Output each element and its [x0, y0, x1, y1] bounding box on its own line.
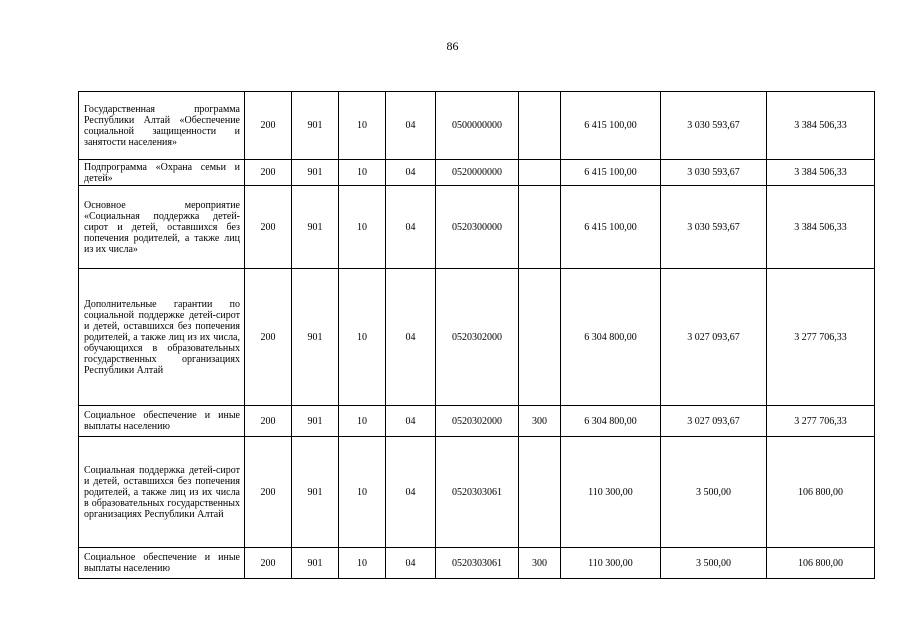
target-article-cell: 0500000000 [436, 92, 519, 160]
row-name-cell: Основное мероприятие «Социальная поддержка детей-сирот и детей, оставшихся без попечения родителей, а также лиц из их числа» [79, 186, 245, 269]
table-row [79, 92, 875, 160]
amount-cell: 3 030 593,67 [661, 92, 767, 160]
amount-cell: 3 030 593,67 [661, 160, 767, 186]
table-row [79, 406, 875, 437]
amount-cell: 106 800,00 [767, 437, 875, 548]
amount-cell: 110 300,00 [561, 548, 661, 579]
row-name-cell: Подпрограмма «Охрана семьи и детей» [79, 160, 245, 186]
amount-cell: 3 027 093,67 [661, 406, 767, 437]
subsection-cell: 04 [386, 406, 436, 437]
code-cell: 200 [245, 269, 292, 406]
amount-cell: 6 304 800,00 [561, 269, 661, 406]
row-name-cell: Социальное обеспечение и иные выплаты населению [79, 548, 245, 579]
ministry-code-cell: 901 [292, 406, 339, 437]
expense-type-cell [519, 269, 561, 406]
code-cell: 200 [245, 92, 292, 160]
section-cell: 10 [339, 406, 386, 437]
target-article-cell: 0520302000 [436, 269, 519, 406]
amount-cell: 3 027 093,67 [661, 269, 767, 406]
amount-cell: 3 030 593,67 [661, 186, 767, 269]
target-article-cell: 0520300000 [436, 186, 519, 269]
expense-type-cell [519, 92, 561, 160]
code-cell: 200 [245, 406, 292, 437]
subsection-cell: 04 [386, 269, 436, 406]
amount-cell: 3 500,00 [661, 437, 767, 548]
expense-type-cell [519, 437, 561, 548]
ministry-code-cell: 901 [292, 186, 339, 269]
code-cell: 200 [245, 160, 292, 186]
expense-type-cell [519, 186, 561, 269]
section-cell: 10 [339, 437, 386, 548]
ministry-code-cell: 901 [292, 548, 339, 579]
ministry-code-cell: 901 [292, 269, 339, 406]
table-row [79, 186, 875, 269]
amount-cell: 106 800,00 [767, 548, 875, 579]
table-row [79, 269, 875, 406]
amount-cell: 6 304 800,00 [561, 406, 661, 437]
subsection-cell: 04 [386, 92, 436, 160]
code-cell: 200 [245, 186, 292, 269]
section-cell: 10 [339, 186, 386, 269]
section-cell: 10 [339, 160, 386, 186]
target-article-cell: 0520302000 [436, 406, 519, 437]
expense-type-cell: 300 [519, 406, 561, 437]
ministry-code-cell: 901 [292, 437, 339, 548]
target-article-cell: 0520303061 [436, 437, 519, 548]
amount-cell: 3 384 506,33 [767, 186, 875, 269]
row-name-cell: Социальная поддержка детей-сирот и детей, оставшихся без попечения родителей, а также лиц из их числа в образовательных государственных организациях Республики Алтай [79, 437, 245, 548]
table-row [79, 160, 875, 186]
row-name-cell: Дополнительные гарантии по социальной поддержке детей-сирот и детей, оставшихся без попечения родителей, а также лиц из их числа, обучающихся в образовательных государственных организациях Республики Алтай [79, 269, 245, 406]
row-name-cell: Социальное обеспечение и иные выплаты населению [79, 406, 245, 437]
code-cell: 200 [245, 437, 292, 548]
ministry-code-cell: 901 [292, 160, 339, 186]
table-row [79, 437, 875, 548]
row-name-cell: Государственная программа Республики Алтай «Обеспечение социальной защищенности и занятости населения» [79, 92, 245, 160]
amount-cell: 3 277 706,33 [767, 406, 875, 437]
ministry-code-cell: 901 [292, 92, 339, 160]
amount-cell: 3 277 706,33 [767, 269, 875, 406]
subsection-cell: 04 [386, 186, 436, 269]
code-cell: 200 [245, 548, 292, 579]
section-cell: 10 [339, 548, 386, 579]
subsection-cell: 04 [386, 160, 436, 186]
subsection-cell: 04 [386, 437, 436, 548]
amount-cell: 110 300,00 [561, 437, 661, 548]
section-cell: 10 [339, 269, 386, 406]
page-number: 86 [446, 39, 459, 53]
section-cell: 10 [339, 92, 386, 160]
table-row [79, 548, 875, 579]
expense-type-cell: 300 [519, 548, 561, 579]
amount-cell: 3 384 506,33 [767, 92, 875, 160]
amount-cell: 6 415 100,00 [561, 92, 661, 160]
target-article-cell: 0520303061 [436, 548, 519, 579]
expense-type-cell [519, 160, 561, 186]
amount-cell: 6 415 100,00 [561, 160, 661, 186]
target-article-cell: 0520000000 [436, 160, 519, 186]
subsection-cell: 04 [386, 548, 436, 579]
amount-cell: 3 500,00 [661, 548, 767, 579]
amount-cell: 3 384 506,33 [767, 160, 875, 186]
budget-table [78, 91, 875, 579]
amount-cell: 6 415 100,00 [561, 186, 661, 269]
